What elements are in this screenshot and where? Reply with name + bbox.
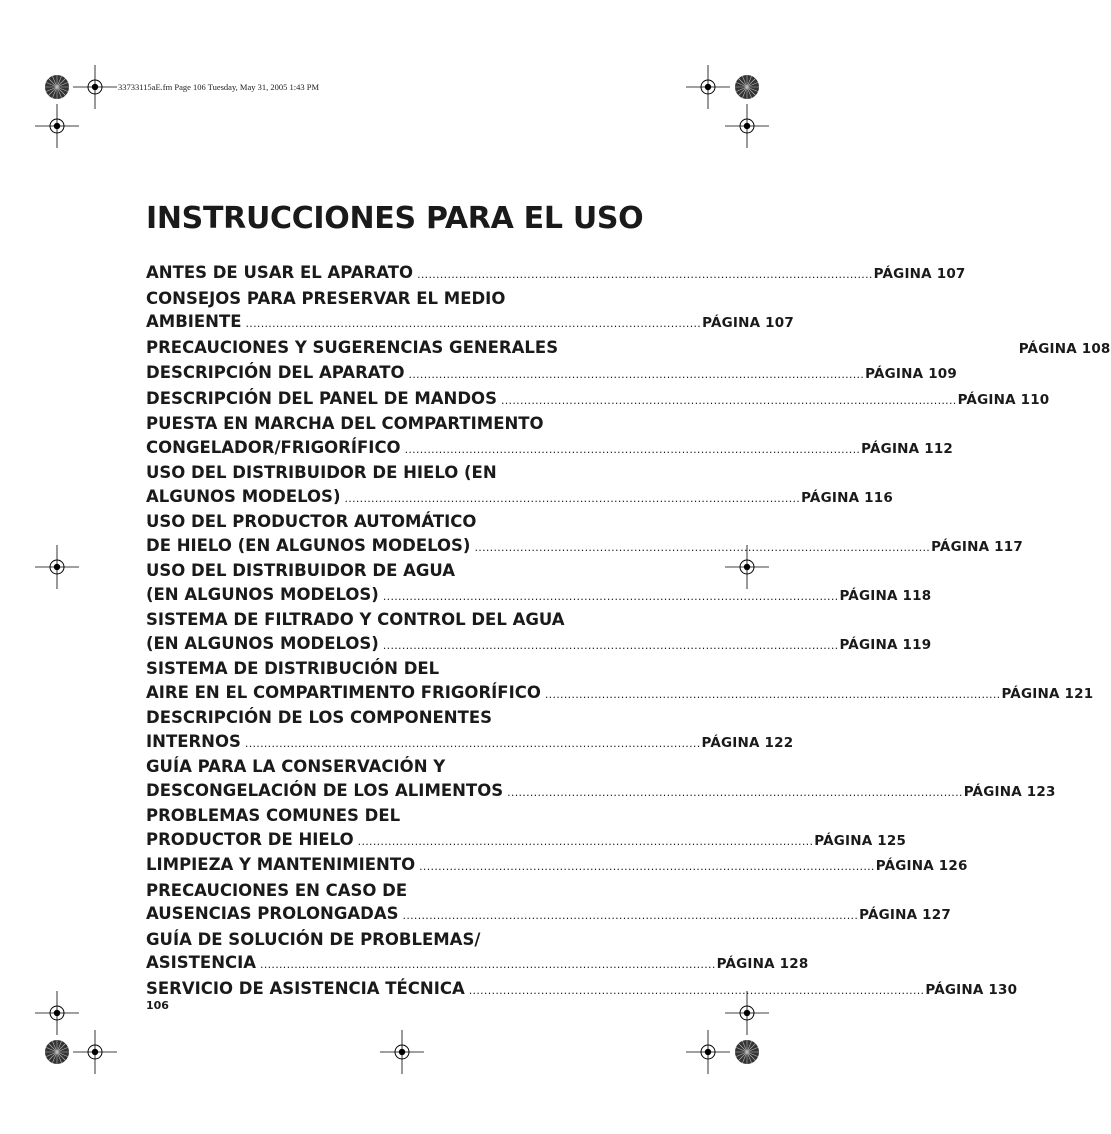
- toc-entry-title: PROBLEMAS COMUNES DEL: [146, 806, 401, 825]
- toc-entry-title: USO DEL PRODUCTOR AUTOMÁTICO: [146, 512, 477, 531]
- toc-entry: [146, 510, 1023, 559]
- toc-page-ref: PÁGINA 123: [963, 783, 1056, 800]
- toc-entry-line: [146, 657, 668, 681]
- toc-entry: [146, 336, 1111, 362]
- toc-entry-title: LIMPIEZA Y MANTENIMIENTO: [146, 855, 416, 874]
- toc-entry-title: PUESTA EN MARCHA DEL COMPARTIMENTO: [146, 414, 544, 433]
- dot-leader: ........................................................................................................................: [408, 368, 865, 381]
- toc-entry-title: SERVICIO DE ASISTENCIA TÉCNICA: [146, 978, 465, 998]
- toc-page-ref: PÁGINA 116: [801, 489, 893, 506]
- toc-entry: [146, 928, 809, 977]
- toc-entry-title: USO DEL DISTRIBUIDOR DE AGUA: [146, 561, 456, 580]
- toc-page-ref: PÁGINA 108: [1018, 340, 1111, 357]
- toc-page-ref: PÁGINA 107: [702, 315, 794, 331]
- toc-entry-line: [146, 361, 957, 387]
- toc-page-ref: PÁGINA 127: [859, 907, 951, 923]
- toc-entry-line: [146, 951, 809, 977]
- dot-leader: ........................................................................................................................: [507, 785, 963, 799]
- toc-entry-title: PRECAUCIONES Y SUGERENCIAS GENERALES: [146, 337, 559, 357]
- toc-entry: [146, 287, 794, 336]
- dot-leader: ........................................................................................................................: [500, 393, 957, 407]
- toc-page-ref: PÁGINA 109: [865, 366, 957, 382]
- color-target-bottom-left: [45, 1040, 69, 1064]
- crosshair-left-lower: [35, 991, 79, 1035]
- toc-entry-line: [146, 287, 668, 311]
- toc-entry-title: CONGELADOR/FRIGORÍFICO: [146, 437, 401, 457]
- toc-page-ref: PÁGINA 117: [931, 538, 1023, 555]
- crosshair-left-upper: [35, 104, 79, 148]
- toc-entry-title: INTERNOS: [146, 731, 241, 751]
- toc-page-ref: PÁGINA 110: [957, 391, 1050, 408]
- toc-entry-line: [146, 608, 668, 632]
- crosshair-right-upper: [725, 104, 769, 148]
- toc-entry-line: [146, 779, 1056, 805]
- toc-entry-title: SISTEMA DE DISTRIBUCIÓN DEL: [146, 659, 440, 678]
- dot-leader: ........................................................................................................................: [382, 589, 839, 603]
- dot-leader: ........................................................................................................................: [260, 958, 716, 971]
- toc-entry-title: DESCONGELACIÓN DE LOS ALIMENTOS: [146, 780, 504, 800]
- file-header-note: 33733115aE.fm Page 106 Tuesday, May 31, 2005 1:43 PM: [118, 82, 320, 92]
- toc-entry-title: DESCRIPCIÓN DEL PANEL DE MANDOS: [146, 388, 497, 408]
- toc-entry-title: AIRE EN EL COMPARTIMENTO FRIGORÍFICO: [146, 682, 541, 702]
- toc-entry: [146, 559, 932, 608]
- toc-entry-line: [146, 853, 968, 879]
- toc-entry-title: (EN ALGUNOS MODELOS): [146, 584, 379, 604]
- toc-entry-line: [146, 485, 893, 511]
- toc-page-ref: PÁGINA 126: [875, 858, 968, 874]
- crosshair-bottom-left: [73, 1030, 117, 1074]
- crosshair-top-left: [73, 65, 117, 109]
- toc-entry-line: [146, 461, 668, 485]
- toc-entry: [146, 657, 1094, 706]
- dot-leader: ........................................................................................................................: [382, 638, 839, 652]
- toc-entry-title: GUÍA DE SOLUCIÓN DE PROBLEMAS/: [146, 929, 481, 949]
- toc-entry-line: [146, 583, 932, 609]
- dot-leader: ........................................................................................................................: [244, 736, 701, 750]
- crosshair-top-right: [686, 65, 730, 109]
- toc-entry-line: [146, 879, 668, 903]
- toc-entry-line: [146, 387, 1050, 413]
- crosshair-bottom-right: [686, 1030, 730, 1074]
- toc-entry: [146, 977, 1018, 1003]
- toc-page-ref: PÁGINA 107: [873, 266, 966, 282]
- toc-entry: [146, 853, 968, 879]
- toc-entry-title: CONSEJOS PARA PRESERVAR EL MEDIO: [146, 288, 506, 308]
- toc-entry-line: [146, 534, 1023, 560]
- toc-entry-line: [146, 336, 1111, 362]
- color-target-top-left: [45, 75, 69, 99]
- toc-entry-title: ALGUNOS MODELOS): [146, 486, 341, 506]
- color-target-bottom-right: [735, 1040, 759, 1064]
- toc-entry: [146, 261, 966, 287]
- toc-entry: [146, 412, 954, 461]
- toc-entry-line: [146, 902, 951, 928]
- toc-entry: [146, 387, 1050, 413]
- toc-entry-line: [146, 977, 1018, 1003]
- toc-entry-title: DESCRIPCIÓN DE LOS COMPONENTES: [146, 708, 492, 727]
- dot-leader: ........................................................................................................................: [402, 909, 859, 922]
- color-target-top-right: [735, 75, 759, 99]
- dot-leader: ........................................................................................................................: [544, 687, 1001, 701]
- toc-page-ref: PÁGINA 125: [814, 832, 907, 849]
- toc-page-ref: PÁGINA 121: [1001, 685, 1094, 702]
- toc-page-ref: PÁGINA 118: [839, 587, 932, 604]
- dot-leader: ........................................................................................................................: [419, 860, 875, 873]
- toc-entry-title: AMBIENTE: [146, 312, 242, 331]
- toc-entry-title: ASISTENCIA: [146, 953, 257, 972]
- dot-leader: ........................................................................................................................: [344, 491, 801, 505]
- toc-entry-line: [146, 559, 668, 583]
- toc-entry-line: [146, 436, 954, 462]
- toc-page-ref: PÁGINA 112: [861, 440, 954, 457]
- toc-entry-line: [146, 928, 668, 952]
- toc-entry-line: [146, 412, 668, 436]
- toc-entry-line: [146, 804, 668, 828]
- toc-entry: [146, 879, 951, 928]
- table-of-contents: [146, 261, 1111, 1002]
- toc-entry-title: ANTES DE USAR EL APARATO: [146, 263, 414, 282]
- toc-entry-title: SISTEMA DE FILTRADO Y CONTROL DEL AGUA: [146, 610, 565, 629]
- toc-entry: [146, 361, 957, 387]
- dot-leader: ........................................................................................................................: [245, 317, 702, 330]
- page-number: 106: [146, 999, 169, 1012]
- toc-entry-title: AUSENCIAS PROLONGADAS: [146, 904, 399, 923]
- toc-page-ref: PÁGINA 130: [925, 981, 1018, 998]
- dot-leader: ........................................................................................................................: [474, 540, 931, 554]
- toc-entry-line: [146, 310, 794, 336]
- page-title: INSTRUCCIONES PARA EL USO: [146, 201, 644, 236]
- toc-page-ref: PÁGINA 128: [716, 956, 809, 972]
- toc-entry: [146, 706, 794, 755]
- crosshair-left-middle: [35, 545, 79, 589]
- toc-entry-line: [146, 730, 794, 756]
- toc-entry-line: [146, 828, 907, 854]
- toc-entry-title: USO DEL DISTRIBUIDOR DE HIELO (EN: [146, 463, 497, 482]
- toc-entry-line: [146, 755, 668, 779]
- toc-page-ref: PÁGINA 122: [701, 734, 794, 751]
- toc-entry-title: DESCRIPCIÓN DEL APARATO: [146, 363, 405, 382]
- toc-entry: [146, 755, 1056, 804]
- toc-entry-line: [146, 706, 668, 730]
- toc-entry-line: [146, 261, 966, 287]
- dot-leader: ........................................................................................................................: [357, 834, 814, 848]
- toc-entry-line: [146, 681, 1094, 707]
- toc-entry: [146, 804, 907, 853]
- crosshair-bottom-center: [380, 1030, 424, 1074]
- toc-entry-title: DE HIELO (EN ALGUNOS MODELOS): [146, 535, 471, 555]
- toc-page-ref: PÁGINA 119: [839, 636, 932, 653]
- toc-entry-line: [146, 632, 932, 658]
- toc-entry-line: [146, 510, 668, 534]
- toc-entry: [146, 608, 932, 657]
- toc-entry: [146, 461, 893, 510]
- dot-leader: ........................................................................................................................: [417, 268, 873, 281]
- toc-entry-title: GUÍA PARA LA CONSERVACIÓN Y: [146, 757, 446, 776]
- toc-entry-title: (EN ALGUNOS MODELOS): [146, 633, 379, 653]
- dot-leader: ........................................................................................................................: [468, 983, 925, 997]
- toc-entry-title: PRODUCTOR DE HIELO: [146, 829, 354, 849]
- dot-leader: ........................................................................................................................: [404, 442, 861, 456]
- toc-entry-title: PRECAUCIONES EN CASO DE: [146, 880, 408, 900]
